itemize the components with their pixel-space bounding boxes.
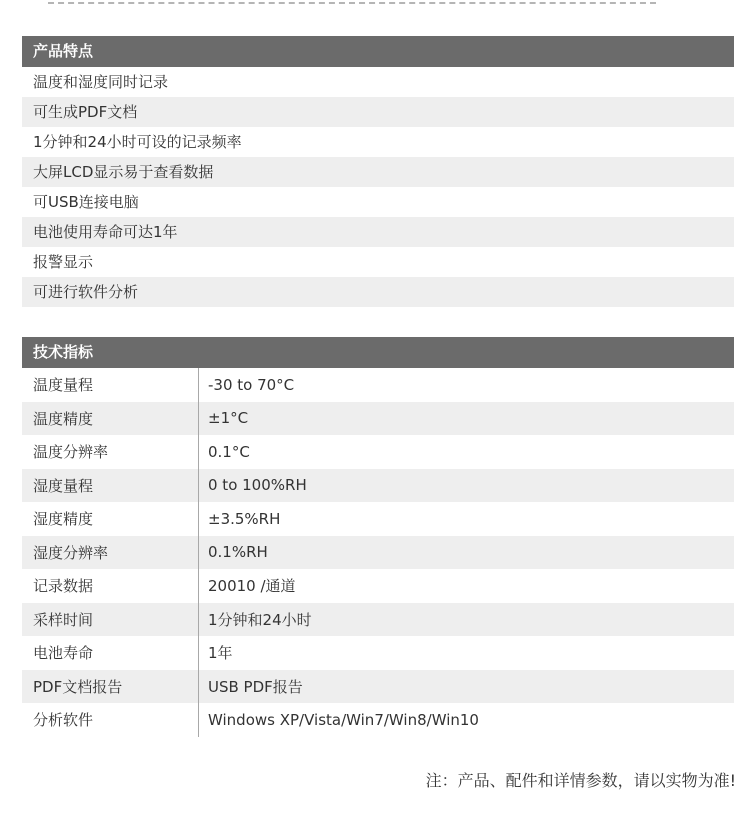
spec-value: 1年: [208, 644, 233, 663]
spec-label: PDF文档报告: [22, 670, 199, 704]
spec-label: 湿度分辨率: [22, 536, 199, 570]
spec-value: USB PDF报告: [208, 677, 303, 696]
spec-value: Windows XP/Vista/Win7/Win8/Win10: [208, 710, 479, 729]
feature-item: 报警显示: [33, 253, 94, 271]
spec-label: 电池寿命: [22, 636, 199, 670]
spec-label: 温度量程: [22, 368, 199, 402]
specs-section: [22, 337, 734, 737]
spec-label: 湿度量程: [22, 469, 199, 503]
features-header: 产品特点: [22, 36, 734, 67]
spec-row: [22, 670, 734, 704]
spec-row: [22, 603, 734, 637]
spec-row: [22, 569, 734, 603]
disclaimer-note: 注：产品、配件和详情参数，请以实物为准!: [425, 771, 736, 790]
spec-value: 0 to 100%RH: [208, 476, 307, 495]
spec-row: [22, 502, 734, 536]
spec-value: 0.1%RH: [208, 543, 268, 562]
spec-label: 温度精度: [22, 402, 199, 436]
spec-label: 采样时间: [22, 603, 199, 637]
spec-label: 湿度精度: [22, 502, 199, 536]
feature-item: 可生成PDF文档: [22, 97, 734, 127]
spec-row: [22, 469, 734, 503]
spec-row: [22, 435, 734, 469]
top-dashed-divider: [48, 2, 656, 4]
feature-item: 1分钟和24小时可设的记录频率: [33, 133, 242, 151]
spec-value: 20010 /通道: [208, 577, 296, 596]
spec-row: [22, 536, 734, 570]
spec-value: ±1°C: [208, 409, 249, 428]
spec-label: 记录数据: [22, 569, 199, 603]
specs-table: [22, 368, 734, 737]
specs-header: 技术指标: [22, 337, 734, 368]
features-section: [22, 36, 734, 307]
feature-item: 可USB连接电脑: [33, 193, 139, 211]
spec-label: 温度分辨率: [22, 435, 199, 469]
spec-value: -30 to 70°C: [208, 375, 295, 394]
spec-row: [22, 402, 734, 436]
feature-item: 温度和湿度同时记录: [33, 73, 169, 91]
spec-row: [22, 703, 734, 737]
spec-label: 分析软件: [22, 703, 199, 737]
spec-value: 0.1°C: [208, 442, 250, 461]
spec-value: 1分钟和24小时: [208, 610, 312, 629]
features-list: [22, 67, 734, 307]
feature-item: 电池使用寿命可达1年: [22, 217, 734, 247]
spec-row: [22, 368, 734, 402]
spec-row: [22, 636, 734, 670]
spec-value: ±3.5%RH: [208, 509, 281, 528]
feature-item: 大屏LCD显示易于查看数据: [22, 157, 734, 187]
feature-item: 可进行软件分析: [22, 277, 734, 307]
